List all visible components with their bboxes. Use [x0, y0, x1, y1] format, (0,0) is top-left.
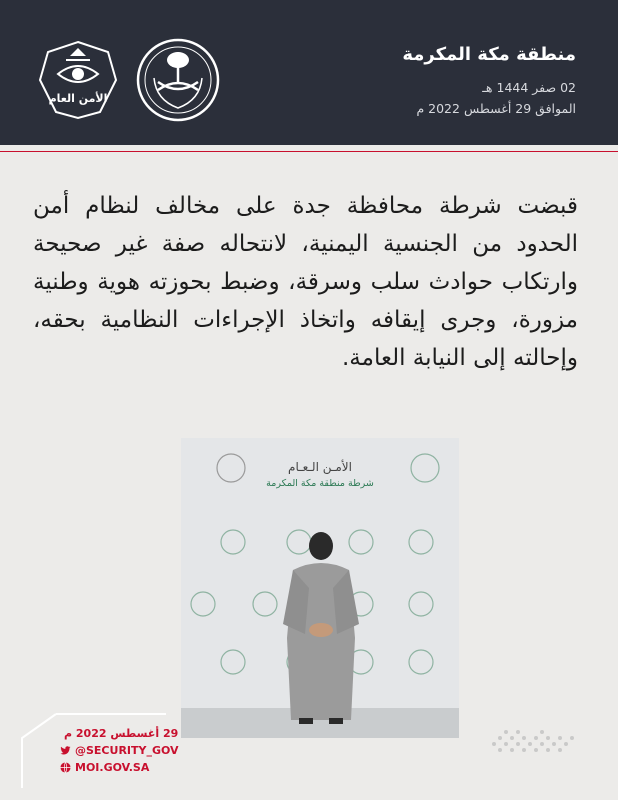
public-security-logo-text: الأمن العام [48, 92, 108, 105]
footer-date: 29 أغسطس 2022 م [64, 727, 179, 740]
twitter-icon [60, 745, 71, 756]
region-title: منطقة مكة المكرمة [402, 44, 576, 65]
decorative-dot-pattern [488, 724, 578, 758]
news-body-text: قبضت شرطة محافظة جدة على مخالف لنظام أمن الحدود من الجنسية اليمنية، لانتحاله صفة غير صحيحة وارتكاب حوادث سلب وسرقة، وضبط بحوزته هوية وطنية مزورة، وجرى إيقافه واتخاذ الإجراءات النظامية بحقه، وإحالته إلى النيابة العامة. [33, 193, 578, 371]
footer-website[interactable] [60, 761, 149, 774]
gregorian-date: الموافق 29 أغسطس 2022 م [416, 101, 576, 116]
hijri-date: 02 صفر 1444 هـ [482, 80, 576, 95]
suspect-photo [181, 438, 459, 738]
footer-twitter[interactable] [60, 744, 179, 757]
saudi-emblem-logo [136, 38, 220, 122]
photo-banner-subtitle: شرطة منطقة مكة المكرمة [266, 478, 374, 489]
divider-line [0, 151, 618, 152]
website-url: MOI.GOV.SA [75, 761, 150, 774]
public-security-logo [36, 38, 120, 122]
twitter-handle: @SECURITY_GOV [75, 744, 179, 757]
globe-icon [60, 762, 71, 773]
photo-banner-title: الأمـن الـعـام [288, 460, 352, 474]
